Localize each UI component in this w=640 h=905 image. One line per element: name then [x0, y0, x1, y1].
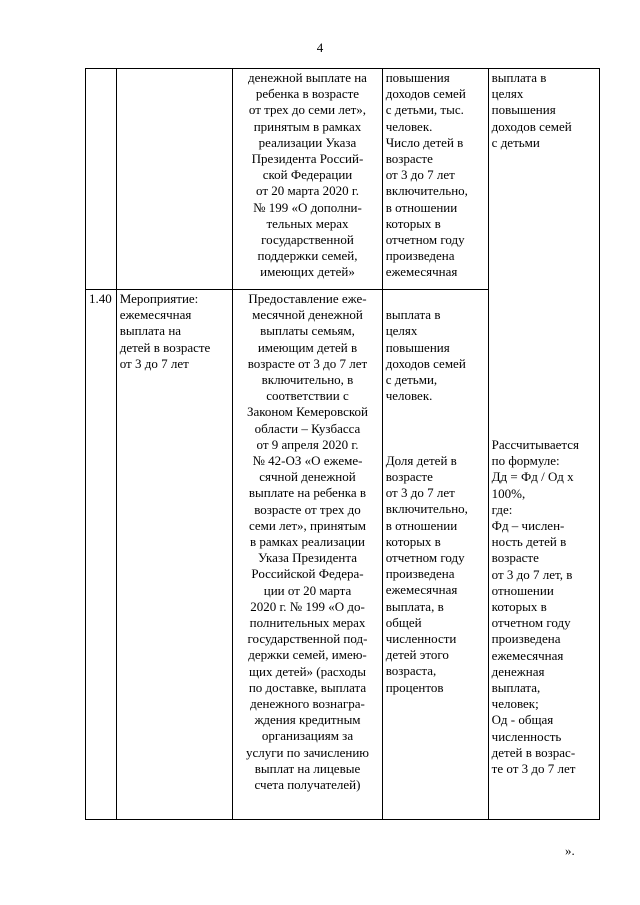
method-formula: Рассчитывается по формуле: Дд = Фд / Од х 100%, где: Фд – числен- ность детей в возрасте от 3 до 7 лет, в отношении которых в отчетном году произведена ежемесячная денежная выплата, человек; Од - общая численность детей в возрас- те от 3 до 7 лет [491, 436, 579, 776]
cell-indicator: повышения доходов семей с детьми, тыс. человек. Число детей в возрасте от 3 до 7 лет включительно, в отношении которых в отчетном году произведена ежемесячная [382, 69, 488, 290]
measures-table [85, 68, 600, 820]
cell-method: выплата в целях повышения доходов семей с детьми [488, 69, 599, 290]
indicator-share: Доля детей в возрасте от 3 до 7 лет включительно, в отношении которых в отчетном году произведена ежемесячная выплата, в общей численности детей этого возраста, процентов [385, 452, 468, 695]
cell-number [86, 69, 117, 290]
table-row-continued [86, 69, 600, 290]
method-spacer [492, 307, 596, 421]
cell-number: 1.40 [86, 290, 117, 820]
cell-description: Предоставление еже- месячной денежной выплаты семьям, имеющим детей в возрасте от 3 до 7 лет включительно, в соответствии с Законом Кемеровской области – Кузбасса от 9 апреля 2020 г. № 42-ОЗ «О ежеме- сячной денежной выплате на ребенка в возрасте от трех до семи лет», принятым в рамках реализации Указа Президента Российской Федера- ции от 20 марта 2020 г. № 199 «О до- полнительных мерах государственной под- держки семей, имею- щих детей» (расходы по доставке, выплата денежного вознагра- ждения кредитным организациям за услуги по зачислению выплат на лицевые счета получателей) [233, 290, 382, 820]
page-number: 4 [316, 40, 324, 55]
table-row-1-40 [86, 290, 600, 820]
cell-name [116, 69, 233, 290]
cell-name: Мероприятие: ежемесячная выплата на детей в возрасте от 3 до 7 лет [116, 290, 233, 820]
cell-indicator [382, 290, 488, 820]
cell-method [488, 290, 599, 820]
indicator-count: выплата в целях повышения доходов семей с детьми, человек. [385, 307, 466, 404]
closing-quote: ». [565, 843, 575, 858]
cell-description: денежной выплате на ребенка в возрасте от трех до семи лет», принятым в рамках реализации Указа Президента Россий- ской Федерации от 20 марта 2020 г. № 199 «О дополни- тельных мерах государственной поддержки семей, имеющих детей» [233, 69, 382, 290]
